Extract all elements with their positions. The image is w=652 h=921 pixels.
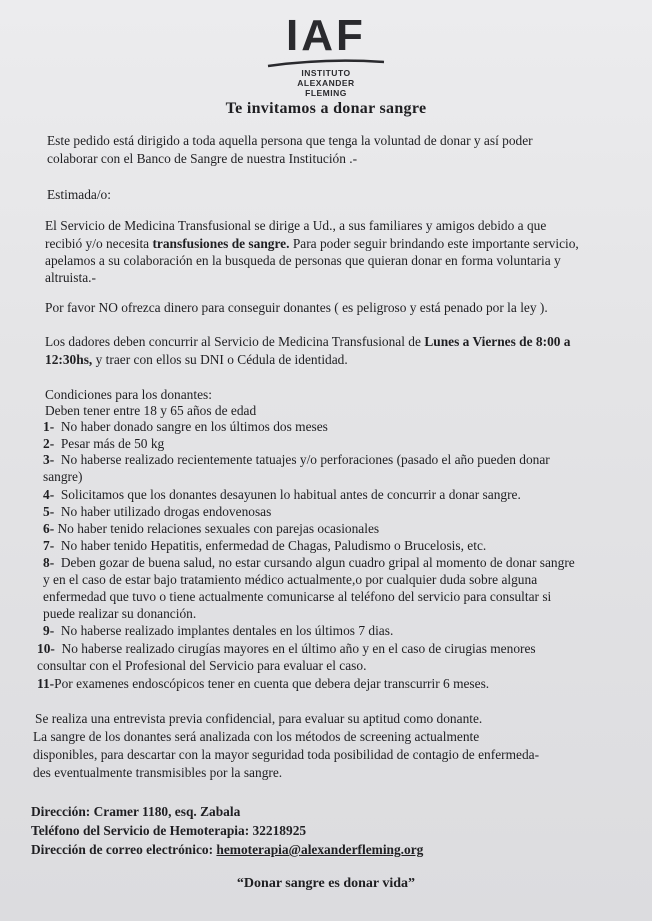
- condition-text: No haberse realizado implantes dentales en los últimos 7 dias.: [54, 623, 394, 638]
- condition-number: 3-: [43, 452, 55, 467]
- condition-text: enfermedad que tuvo o tiene actualmente comunicarse al teléfono del servicio para consultar si: [43, 589, 552, 604]
- conditions-age: Deben tener entre 18 y 65 años de edad: [45, 403, 257, 418]
- screening-line-1: Se realiza una entrevista previa confidencial, para evaluar su aptitud como donante.: [35, 711, 483, 726]
- service-line-1: El Servicio de Medicina Transfusional se dirige a Ud., a sus familiares y amigos debido a que: [45, 218, 547, 233]
- condition-line: [43, 520, 379, 537]
- condition-number: 1-: [43, 419, 55, 434]
- condition-line: [43, 503, 271, 520]
- contact-email-row: [31, 841, 423, 858]
- schedule-line-1: [45, 333, 571, 350]
- condition-text: Deben gozar de buena salud, no estar cursando algun cuadro gripal al momento de donar sangre: [54, 555, 575, 570]
- condition-line: [43, 435, 164, 452]
- service-line-2: [45, 235, 579, 252]
- logo-line-2: ALEXANDER: [297, 78, 355, 88]
- condition-line: [43, 622, 393, 639]
- condition-line: [43, 588, 551, 605]
- condition-line: [43, 537, 486, 554]
- condition-line: [43, 486, 521, 503]
- condition-text: consultar con el Profesional del Servicio para evaluar el caso.: [37, 658, 367, 673]
- screening-line-3: disponibles, para descartar con la mayor seguridad toda posibilidad de contagio de enfermeda-: [33, 747, 540, 762]
- conditions-heading: Condiciones para los donantes:: [45, 387, 212, 402]
- condition-line: [43, 571, 537, 588]
- condition-number: 2-: [43, 436, 55, 451]
- service-line-3: apelamos a su colaboración en la busqueda de personas que quieran donar en forma voluntaria y: [45, 253, 561, 268]
- slogan: “Donar sangre es donar vida”: [236, 876, 416, 891]
- institute-logo: [0, 11, 652, 98]
- condition-line: [37, 675, 489, 692]
- screening-line-2: La sangre de los donantes será analizada con los métodos de screening actualmente: [33, 729, 480, 744]
- logo-text: IAF: [286, 11, 366, 60]
- contact-email-link[interactable]: hemoterapia@alexanderfleming.org: [216, 842, 424, 857]
- condition-text: No haberse realizado cirugías mayores en el último año y en el caso de cirugias menores: [54, 641, 536, 656]
- condition-line: [37, 640, 536, 657]
- service-text: recibió y/o necesita: [45, 236, 153, 251]
- condition-line: [43, 554, 575, 571]
- intro-line-2: colaborar con el Banco de Sangre de nuestra Institución .-: [47, 151, 358, 166]
- condition-text: Pesar más de 50 kg: [54, 436, 165, 451]
- condition-text: Por examenes endoscópicos tener en cuenta que debera dejar transcurrir 6 meses.: [54, 676, 490, 691]
- condition-text: No haberse realizado recientemente tatuajes y/o perforaciones (pasado el año pueden donar: [54, 452, 550, 467]
- condition-line: [37, 657, 366, 674]
- contact-phone: Teléfono del Servicio de Hemoterapia: 32218925: [31, 823, 307, 838]
- logo-line-1: INSTITUTO: [301, 68, 351, 78]
- condition-number: 5-: [43, 504, 55, 519]
- condition-text: y en el caso de estar bajo tratamiento médico actualmente,o por cualquier duda sobre alguna: [43, 572, 538, 587]
- condition-line: [43, 418, 328, 435]
- condition-text: sangre): [43, 469, 83, 484]
- condition-number: 10-: [37, 641, 55, 656]
- schedule-text-cont: y traer con ellos su DNI o Cédula de identidad.: [92, 352, 348, 367]
- condition-number: 11-: [37, 676, 55, 691]
- schedule-line-2: [45, 351, 348, 368]
- condition-text: No haber tenido relaciones sexuales con parejas ocasionales: [54, 521, 380, 536]
- greeting: Estimada/o:: [47, 187, 111, 202]
- condition-text: No haber donado sangre en los últimos dos meses: [54, 419, 328, 434]
- logo-line-3: FLEMING: [305, 88, 347, 98]
- schedule-days: Lunes a Viernes de 8:00 a: [424, 334, 571, 349]
- condition-text: No haber utilizado drogas endovenosas: [54, 504, 272, 519]
- condition-text: puede realizar su donanción.: [43, 606, 197, 621]
- screening-line-4: des eventualmente transmisibles por la sangre.: [33, 765, 283, 780]
- condition-line: [43, 468, 82, 485]
- condition-number: 6-: [43, 521, 55, 536]
- condition-text: No haber tenido Hepatitis, enfermedad de Chagas, Paludismo o Brucelosis, etc.: [54, 538, 487, 553]
- service-line-4: altruista.-: [45, 270, 96, 285]
- condition-number: 8-: [43, 555, 55, 570]
- service-text-cont: Para poder seguir brindando este importante servicio,: [289, 236, 579, 251]
- condition-number: 7-: [43, 538, 55, 553]
- service-emphasis: transfusiones de sangre.: [152, 236, 290, 251]
- contact-email-label: Dirección de correo electrónico:: [31, 842, 217, 857]
- schedule-text: Los dadores deben concurrir al Servicio de Medicina Transfusional de: [45, 334, 425, 349]
- condition-number: 4-: [43, 487, 55, 502]
- page-title: Te invitamos a donar sangre: [225, 100, 427, 117]
- contact-address: Dirección: Cramer 1180, esq. Zabala: [31, 804, 241, 819]
- condition-text: Solicitamos que los donantes desayunen lo habitual antes de concurrir a donar sangre.: [54, 487, 521, 502]
- intro-line-1: Este pedido está dirigido a toda aquella persona que tenga la voluntad de donar y así poder: [47, 133, 533, 148]
- condition-line: [43, 451, 550, 468]
- condition-line: [43, 605, 196, 622]
- condition-number: 9-: [43, 623, 55, 638]
- schedule-hours: 12:30hs,: [45, 352, 93, 367]
- warning-text: Por favor NO ofrezca dinero para conseguir donantes ( es peligroso y está penado por la ley ).: [45, 300, 548, 315]
